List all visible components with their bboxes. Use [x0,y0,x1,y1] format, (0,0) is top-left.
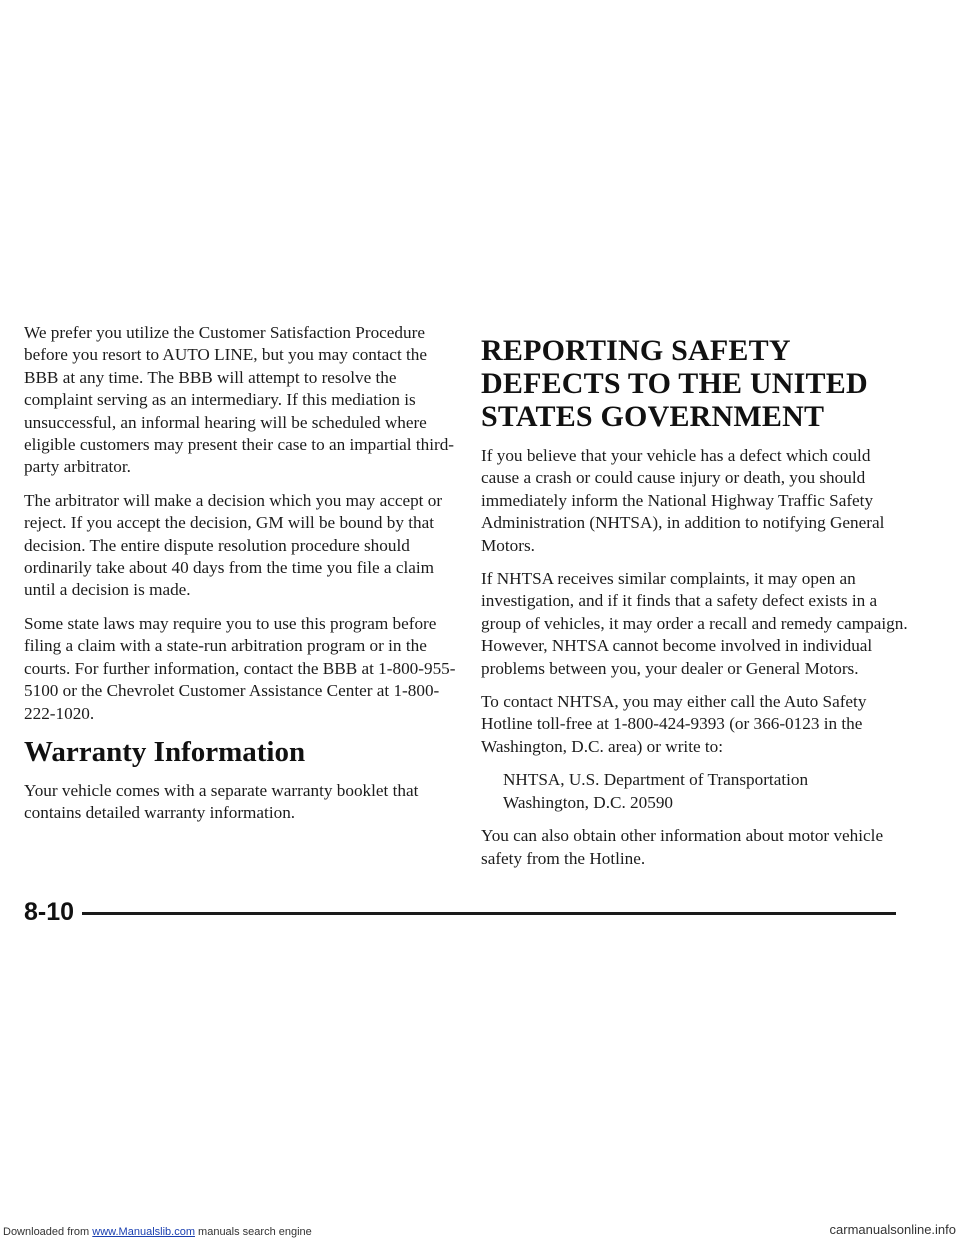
manualslib-link[interactable]: www.Manualslib.com [92,1226,195,1238]
paragraph-hotline-info: You can also obtain other information about motor vehicle safety from the Hotline. [481,826,884,868]
watermark-suffix: manuals search engine [194,1226,312,1238]
left-column [24,322,456,836]
paragraph-nhtsa-complaints: If NHTSA receives similar complaints, it may open an investigation, and if it finds that a safety defect exists in a group of vehicles, it may order a recall and remedy campaign. However, NHTSA cannot become involved in individual problems between you, your dealer or General Motors. [481,569,908,678]
address-line-2: Washington, D.C. 20590 [503,792,674,812]
page-number: 8-10 [24,898,75,926]
right-column [481,334,911,881]
nhtsa-address [503,769,911,814]
address-line-1: NHTSA, U.S. Department of Transportation [503,770,809,790]
paragraph-customer-satisfaction: We prefer you utilize the Customer Satisfaction Procedure before you resort to AUTO LINE, but you may contact the BBB at any time. The BBB will attempt to resolve the complaint serving as an intermediary. If this mediation is unsuccessful, an informal hearing will be scheduled where eligible customers may present their case to an impartial third-party arbitrator. [24,323,455,477]
paragraph-defect-belief: If you believe that your vehicle has a defect which could cause a crash or could cause injury or death, you should immediately inform the National Highway Traffic Safety Administration (NHTSA), in addition to notifying General Motors. [481,446,885,555]
warranty-information-heading: Warranty Information [24,735,306,768]
footer-rule [82,912,896,915]
paragraph-contact-nhtsa: To contact NHTSA, you may either call the Auto Safety Hotline toll-free at 1-800-424-9393 (or 366-0123 in the Washington, D.C. area) or write to: [481,692,867,756]
download-watermark [3,1225,960,1239]
reporting-safety-defects-heading: REPORTING SAFETY DEFECTS TO THE UNITED STATES GOVERNMENT [481,334,868,433]
page-footer [24,895,896,935]
paragraph-warranty-booklet: Your vehicle comes with a separate warranty booklet that contains detailed warranty information. [24,780,419,823]
site-watermark: carmanualsonline.info [829,1222,956,1237]
paragraph-arbitrator-decision: The arbitrator will make a decision which you may accept or reject. If you accept the decision, GM will be bound by that decision. The entire dispute resolution procedure should ordinarily take about 40 days from the time you file a claim until a decision is made. [24,490,443,600]
watermark-prefix: Downloaded from [3,1226,93,1238]
paragraph-state-laws: Some state laws may require you to use this program before filing a claim with a state-run arbitration program or in the courts. For further information, contact the BBB at 1-800-955-5100 or the Chevrolet Customer Assistance Center at 1-800-222-1020. [24,613,456,723]
